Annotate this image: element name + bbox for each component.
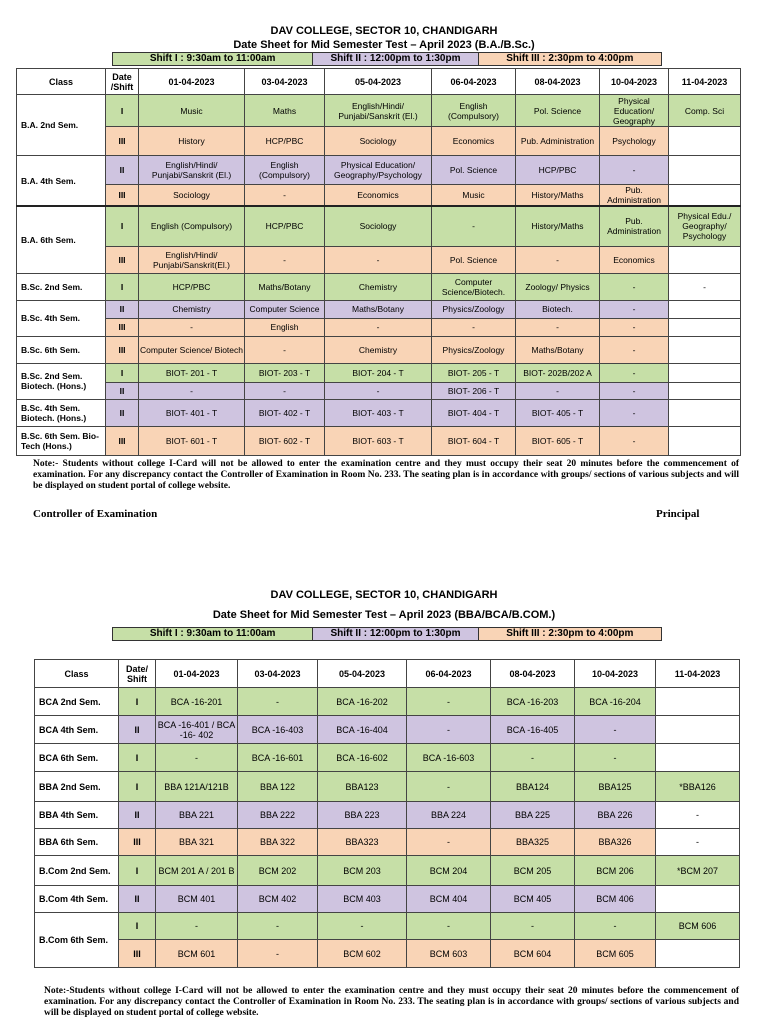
exam-cell: BCM 203: [318, 856, 407, 886]
exam-cell: BIOT- 601 - T: [139, 426, 245, 455]
exam-cell: Music: [432, 185, 516, 207]
exam-cell: BCM 405: [491, 886, 575, 913]
exam-cell: Maths: [245, 95, 325, 127]
header-shift: Date /Shift: [106, 69, 139, 95]
exam-cell: BCM 206: [575, 856, 656, 886]
table-row: [17, 156, 741, 185]
exam-cell: BCA -16-203: [491, 688, 575, 716]
table-row: [35, 744, 740, 772]
class-label: B.A. 2nd Sem.: [17, 95, 106, 156]
shift-1-label: Shift I : 9:30am to 11:00am: [113, 628, 313, 640]
exam-cell: History/Maths: [516, 185, 600, 207]
exam-cell: Sociology: [325, 206, 432, 246]
exam-cell: [669, 300, 741, 318]
exam-cell: Sociology: [139, 185, 245, 207]
exam-cell: -: [325, 318, 432, 336]
exam-cell: Economics: [432, 127, 516, 156]
header-date: 01-04-2023: [156, 660, 238, 688]
exam-cell: BIOT- 602 - T: [245, 426, 325, 455]
exam-cell: -: [325, 246, 432, 273]
shift-cell: I: [106, 273, 139, 300]
exam-cell: BCA -16-602: [318, 744, 407, 772]
exam-cell: English: [245, 318, 325, 336]
exam-cell: English (Compulsory): [432, 95, 516, 127]
exam-cell: Computer Science/Biotech.: [432, 273, 516, 300]
exam-cell: [669, 318, 741, 336]
exam-cell: Zoology/ Physics: [516, 273, 600, 300]
exam-cell: English (Compulsory): [139, 206, 245, 246]
table-row: [35, 886, 740, 913]
header-date: 11-04-2023: [669, 69, 741, 95]
exam-cell: [656, 886, 740, 913]
exam-cell: Physics/Zoology: [432, 336, 516, 363]
table-row: [17, 318, 741, 336]
header-date: 06-04-2023: [432, 69, 516, 95]
table-row: [17, 95, 741, 127]
shift-2-label: Shift II : 12:00pm to 1:30pm: [313, 628, 478, 640]
exam-cell: Chemistry: [139, 300, 245, 318]
exam-cell: Pub. Administration: [600, 185, 669, 207]
exam-cell: BCM 604: [491, 940, 575, 968]
principal-signature: Principal: [656, 508, 700, 520]
table-row: [35, 940, 740, 968]
controller-signature: Controller of Examination: [33, 508, 158, 520]
exam-cell: English/Hindi/ Punjabi/Sanskrit (El.): [325, 95, 432, 127]
exam-cell: -: [318, 913, 407, 940]
class-label: B.A. 6th Sem.: [17, 206, 106, 273]
class-label: B.Sc. 2nd Sem. Biotech. (Hons.): [17, 363, 106, 399]
shift-2-label: Shift II : 12:00pm to 1:30pm: [313, 53, 478, 65]
exam-cell: -: [407, 829, 491, 856]
exam-cell: BBA 121A/121B: [156, 772, 238, 802]
shift-cell: I: [106, 206, 139, 246]
exam-cell: BIOT- 403 - T: [325, 399, 432, 426]
table-row: [35, 802, 740, 829]
exam-cell: Psychology: [600, 127, 669, 156]
header-date: 08-04-2023: [516, 69, 600, 95]
exam-cell: -: [407, 913, 491, 940]
header-date: 11-04-2023: [656, 660, 740, 688]
exam-cell: [669, 363, 741, 382]
shift-cell: III: [119, 940, 156, 968]
exam-cell: BCM 601: [156, 940, 238, 968]
class-label: B.Com 2nd Sem.: [35, 856, 119, 886]
class-label: B.Sc. 6th Sem.: [17, 336, 106, 363]
exam-cell: Pol. Science: [432, 156, 516, 185]
sheet2-title: Date Sheet for Mid Semester Test – April 2023 (BBA/BCA/B.COM.): [212, 609, 556, 621]
exam-cell: -: [600, 300, 669, 318]
exam-cell: -: [516, 246, 600, 273]
exam-cell: -: [575, 913, 656, 940]
table-row: [17, 300, 741, 318]
shift-cell: III: [106, 246, 139, 273]
header-row: [17, 69, 741, 95]
exam-cell: BCM 204: [407, 856, 491, 886]
exam-cell: BBA 222: [238, 802, 318, 829]
exam-cell: -: [600, 426, 669, 455]
exam-cell: [656, 744, 740, 772]
header-date: 05-04-2023: [325, 69, 432, 95]
shift-3-label: Shift III : 2:30pm to 4:00pm: [479, 628, 661, 640]
exam-cell: BCA -16-201: [156, 688, 238, 716]
class-label: BBA 6th Sem.: [35, 829, 119, 856]
class-label: B.Sc. 4th Sem. Biotech. (Hons.): [17, 399, 106, 426]
class-label: BCA 2nd Sem.: [35, 688, 119, 716]
exam-cell: -: [600, 363, 669, 382]
table-row: [35, 688, 740, 716]
exam-cell: Music: [139, 95, 245, 127]
exam-cell: BIOT- 605 - T: [516, 426, 600, 455]
exam-cell: -: [600, 399, 669, 426]
exam-cell: BBA124: [491, 772, 575, 802]
class-label: B.Com 6th Sem.: [35, 913, 119, 968]
shift-cell: II: [106, 382, 139, 399]
exam-cell: -: [656, 829, 740, 856]
header-date: 03-04-2023: [245, 69, 325, 95]
table-row: [35, 772, 740, 802]
exam-cell: BCA -16-405: [491, 716, 575, 744]
shift-cell: II: [106, 300, 139, 318]
exam-cell: Maths/Botany: [245, 273, 325, 300]
header-class: Class: [35, 660, 119, 688]
exam-cell: -: [407, 772, 491, 802]
exam-cell: Sociology: [325, 127, 432, 156]
exam-cell: BBA125: [575, 772, 656, 802]
shift-cell: III: [106, 426, 139, 455]
exam-cell: BBA 322: [238, 829, 318, 856]
shift-cell: I: [119, 688, 156, 716]
exam-cell: -: [669, 273, 741, 300]
exam-cell: Comp. Sci: [669, 95, 741, 127]
shift-cell: I: [106, 95, 139, 127]
class-label: B.Sc. 6th Sem. Bio-Tech (Hons.): [17, 426, 106, 455]
exam-cell: [669, 185, 741, 207]
table-row: [17, 426, 741, 455]
exam-cell: -: [516, 318, 600, 336]
sheet1-title: Date Sheet for Mid Semester Test – April 2023 (B.A./B.Sc.): [233, 39, 535, 51]
exam-cell: -: [238, 688, 318, 716]
class-label: B.Sc. 2nd Sem.: [17, 273, 106, 300]
header-shift: Date/ Shift: [119, 660, 156, 688]
exam-cell: Physical Education/ Geography/Psychology: [325, 156, 432, 185]
exam-cell: Maths/Botany: [325, 300, 432, 318]
table-row: [35, 829, 740, 856]
exam-cell: Physics/Zoology: [432, 300, 516, 318]
exam-cell: -: [491, 744, 575, 772]
exam-cell: BBA 321: [156, 829, 238, 856]
table-row: [17, 185, 741, 207]
exam-cell: Physical Education/ Geography: [600, 95, 669, 127]
exam-cell: BIOT- 205 - T: [432, 363, 516, 382]
exam-cell: [669, 156, 741, 185]
exam-cell: -: [600, 156, 669, 185]
sheet2-college: DAV COLLEGE, SECTOR 10, CHANDIGARH: [270, 589, 498, 601]
exam-cell: BCA -16-601: [238, 744, 318, 772]
exam-cell: BCM 202: [238, 856, 318, 886]
class-label: BBA 4th Sem.: [35, 802, 119, 829]
exam-cell: BCA -16-204: [575, 688, 656, 716]
shift-cell: I: [119, 913, 156, 940]
sheet1-note: Note:- Students without college I-Card will not be allowed to enter the examination centre and they must occupy their seat 20 minutes before the commencement of examination. For any discrepancy contact the Controller of Examination in Room No. 233. The seating plan is in accordance with groups/ sections of various subjects and will be displayed on student portal of college website.: [33, 459, 739, 491]
exam-cell: BIOT- 405 - T: [516, 399, 600, 426]
exam-cell: [669, 336, 741, 363]
exam-cell: Maths/Botany: [516, 336, 600, 363]
shift-cell: III: [119, 829, 156, 856]
sheet1-shift-legend: [112, 52, 662, 66]
exam-cell: BIOT- 603 - T: [325, 426, 432, 455]
shift-cell: I: [119, 744, 156, 772]
exam-cell: -: [245, 382, 325, 399]
table-row: [17, 382, 741, 399]
class-label: B.A. 4th Sem.: [17, 156, 106, 207]
exam-cell: English (Compulsory): [245, 156, 325, 185]
exam-cell: History/Maths: [516, 206, 600, 246]
shift-cell: II: [119, 716, 156, 744]
shift-cell: I: [119, 772, 156, 802]
exam-cell: Computer Science: [245, 300, 325, 318]
exam-cell: English/Hindi/ Punjabi/Sanskrit(El.): [139, 246, 245, 273]
exam-cell: *BCM 207: [656, 856, 740, 886]
exam-cell: Pub. Administration: [600, 206, 669, 246]
exam-cell: -: [600, 318, 669, 336]
shift-cell: II: [119, 802, 156, 829]
exam-cell: -: [575, 744, 656, 772]
table-row: [17, 206, 741, 246]
table-row: [17, 399, 741, 426]
exam-cell: -: [432, 206, 516, 246]
exam-cell: [656, 716, 740, 744]
exam-cell: BIOT- 404 - T: [432, 399, 516, 426]
exam-cell: BBA325: [491, 829, 575, 856]
header-date: 01-04-2023: [139, 69, 245, 95]
table-row: [17, 273, 741, 300]
exam-cell: Chemistry: [325, 336, 432, 363]
shift-cell: II: [106, 399, 139, 426]
header-date: 05-04-2023: [318, 660, 407, 688]
exam-cell: Economics: [600, 246, 669, 273]
exam-cell: -: [600, 336, 669, 363]
shift-cell: I: [106, 363, 139, 382]
exam-cell: BCA -16-403: [238, 716, 318, 744]
exam-cell: HCP/PBC: [245, 127, 325, 156]
shift-cell: II: [106, 156, 139, 185]
exam-cell: BCA -16-202: [318, 688, 407, 716]
exam-cell: BBA326: [575, 829, 656, 856]
exam-cell: -: [139, 318, 245, 336]
exam-cell: -: [245, 185, 325, 207]
shift-cell: I: [119, 856, 156, 886]
table-row: [35, 716, 740, 744]
exam-cell: BBA 224: [407, 802, 491, 829]
sheet1-table: [16, 68, 741, 456]
exam-cell: BCA -16-404: [318, 716, 407, 744]
class-label: BCA 4th Sem.: [35, 716, 119, 744]
shift-cell: III: [106, 185, 139, 207]
header-date: 03-04-2023: [238, 660, 318, 688]
exam-cell: -: [600, 382, 669, 399]
exam-cell: BIOT- 203 - T: [245, 363, 325, 382]
exam-cell: Economics: [325, 185, 432, 207]
exam-cell: BIOT- 401 - T: [139, 399, 245, 426]
class-label: BCA 6th Sem.: [35, 744, 119, 772]
table-row: [35, 856, 740, 886]
exam-cell: Pol. Science: [432, 246, 516, 273]
exam-cell: Chemistry: [325, 273, 432, 300]
exam-cell: Pub. Administration: [516, 127, 600, 156]
table-row: [17, 127, 741, 156]
exam-cell: -: [491, 913, 575, 940]
shift-1-label: Shift I : 9:30am to 11:00am: [113, 53, 313, 65]
exam-cell: BCM 603: [407, 940, 491, 968]
sheet2-shift-legend: [112, 627, 662, 641]
exam-cell: BIOT- 206 - T: [432, 382, 516, 399]
exam-cell: [669, 127, 741, 156]
exam-cell: BIOT- 402 - T: [245, 399, 325, 426]
exam-cell: BIOT- 204 - T: [325, 363, 432, 382]
shift-cell: III: [106, 318, 139, 336]
shift-cell: II: [119, 886, 156, 913]
sheet2-note: Note:-Students without college I-Card will not be allowed to enter the examination centre and they must occupy their seat 20 minutes before the commencement of examination. For any discrepancy contact the Controller of Examination in Room No. 233. The seating plan is in accordance with groups/ sections of various subjects and will be displayed on student portal of college website.: [44, 986, 739, 1018]
exam-cell: Pol. Science: [516, 95, 600, 127]
exam-cell: -: [238, 940, 318, 968]
exam-cell: BCA -16-603: [407, 744, 491, 772]
exam-cell: [656, 688, 740, 716]
exam-cell: [669, 382, 741, 399]
exam-cell: BBA 225: [491, 802, 575, 829]
exam-cell: BCM 406: [575, 886, 656, 913]
header-date: 08-04-2023: [491, 660, 575, 688]
exam-cell: BBA 226: [575, 802, 656, 829]
exam-cell: English/Hindi/ Punjabi/Sanskrit (El.): [139, 156, 245, 185]
exam-cell: -: [432, 318, 516, 336]
exam-cell: BCM 606: [656, 913, 740, 940]
exam-cell: [669, 399, 741, 426]
exam-cell: -: [407, 716, 491, 744]
class-label: B.Sc. 4th Sem.: [17, 300, 106, 336]
exam-cell: BBA 223: [318, 802, 407, 829]
exam-cell: -: [245, 336, 325, 363]
exam-cell: HCP/PBC: [139, 273, 245, 300]
exam-cell: -: [656, 802, 740, 829]
exam-cell: -: [139, 382, 245, 399]
exam-cell: BBA 221: [156, 802, 238, 829]
exam-cell: -: [575, 716, 656, 744]
exam-cell: -: [156, 744, 238, 772]
exam-cell: [656, 940, 740, 968]
header-row: [35, 660, 740, 688]
exam-cell: BIOT- 201 - T: [139, 363, 245, 382]
exam-cell: -: [238, 913, 318, 940]
shift-3-label: Shift III : 2:30pm to 4:00pm: [479, 53, 661, 65]
exam-cell: BCM 205: [491, 856, 575, 886]
exam-cell: BCM 403: [318, 886, 407, 913]
exam-cell: BBA123: [318, 772, 407, 802]
class-label: BBA 2nd Sem.: [35, 772, 119, 802]
exam-cell: BCM 402: [238, 886, 318, 913]
table-row: [17, 363, 741, 382]
table-row: [17, 336, 741, 363]
exam-cell: *BBA126: [656, 772, 740, 802]
exam-cell: HCP/PBC: [245, 206, 325, 246]
exam-cell: BIOT- 202B/202 A: [516, 363, 600, 382]
exam-cell: -: [516, 382, 600, 399]
shift-cell: III: [106, 336, 139, 363]
exam-cell: BBA323: [318, 829, 407, 856]
exam-cell: HCP/PBC: [516, 156, 600, 185]
exam-cell: BIOT- 604 - T: [432, 426, 516, 455]
header-class: Class: [17, 69, 106, 95]
exam-cell: BCA -16-401 / BCA -16- 402: [156, 716, 238, 744]
header-date: 06-04-2023: [407, 660, 491, 688]
exam-cell: BCM 401: [156, 886, 238, 913]
header-date: 10-04-2023: [575, 660, 656, 688]
sheet2-table: [34, 659, 740, 968]
exam-cell: -: [156, 913, 238, 940]
table-row: [17, 246, 741, 273]
exam-cell: [669, 246, 741, 273]
shift-cell: III: [106, 127, 139, 156]
table-row: [35, 913, 740, 940]
exam-cell: History: [139, 127, 245, 156]
exam-cell: -: [245, 246, 325, 273]
exam-cell: [669, 426, 741, 455]
class-label: B.Com 4th Sem.: [35, 886, 119, 913]
exam-cell: BCM 602: [318, 940, 407, 968]
exam-cell: BCM 605: [575, 940, 656, 968]
exam-cell: -: [407, 688, 491, 716]
exam-cell: Computer Science/ Biotech: [139, 336, 245, 363]
exam-cell: BBA 122: [238, 772, 318, 802]
exam-cell: Physical Edu./ Geography/ Psychology: [669, 206, 741, 246]
header-date: 10-04-2023: [600, 69, 669, 95]
exam-cell: BCM 201 A / 201 B: [156, 856, 238, 886]
exam-cell: BCM 404: [407, 886, 491, 913]
exam-cell: -: [600, 273, 669, 300]
exam-cell: -: [325, 382, 432, 399]
exam-cell: Biotech.: [516, 300, 600, 318]
sheet1-college: DAV COLLEGE, SECTOR 10, CHANDIGARH: [270, 25, 498, 37]
